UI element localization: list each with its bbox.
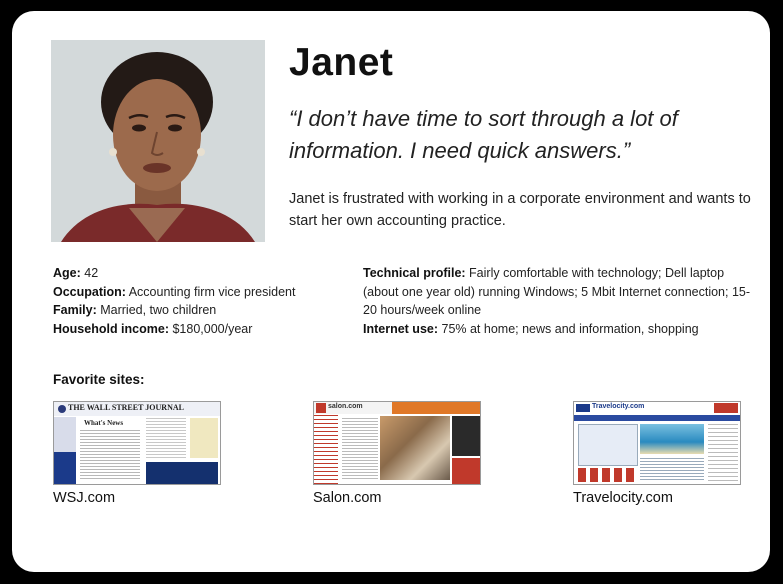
persona-card bbox=[12, 11, 770, 572]
favorite-site-salon bbox=[313, 401, 481, 506]
globe-icon bbox=[58, 405, 66, 413]
site-masthead: Travelocity.com bbox=[592, 403, 645, 410]
favorite-sites-heading: Favorite sites: bbox=[53, 372, 145, 387]
site-banner bbox=[146, 462, 218, 484]
persona-details-right bbox=[363, 264, 753, 338]
detail-label: Internet use: bbox=[363, 321, 439, 336]
site-ad bbox=[452, 416, 480, 456]
site-sidebar-block bbox=[54, 452, 76, 484]
site-ad bbox=[452, 458, 480, 484]
site-label-travelocity: Travelocity.com bbox=[573, 490, 673, 506]
detail-internet-use bbox=[363, 320, 753, 339]
detail-label: Family: bbox=[53, 303, 97, 317]
site-text-column bbox=[640, 458, 704, 482]
site-ad-badge bbox=[714, 403, 738, 413]
detail-technical-profile bbox=[363, 264, 753, 320]
detail-occupation bbox=[53, 283, 353, 302]
logo-icon bbox=[316, 403, 326, 413]
site-ad bbox=[190, 418, 218, 458]
site-thumbnail-wsj bbox=[53, 401, 221, 485]
detail-age bbox=[53, 264, 353, 283]
site-masthead: salon.com bbox=[328, 403, 363, 410]
site-nav bbox=[314, 415, 338, 484]
detail-value: Fairly comfortable with technology; Dell laptop (about one year old) running Windows; 5 Mbit Internet connection; 15-20 hours/week online bbox=[363, 266, 751, 317]
persona-photo bbox=[51, 40, 265, 242]
persona-name: Janet bbox=[289, 41, 394, 84]
detail-value: Accounting firm vice president bbox=[125, 284, 296, 299]
site-ad-banner bbox=[392, 402, 480, 414]
detail-family bbox=[53, 301, 353, 320]
detail-value: 42 bbox=[80, 266, 99, 280]
detail-label: Age: bbox=[53, 266, 81, 280]
persona-quote: “I don’t have time to sort through a lot of information. I need quick answers.” bbox=[289, 106, 678, 163]
site-masthead: THE WALL STREET JOURNAL bbox=[68, 403, 184, 412]
site-thumbnail-travelocity bbox=[573, 401, 741, 485]
site-thumbnail-salon bbox=[313, 401, 481, 485]
site-text-column bbox=[80, 430, 140, 480]
detail-value: Married, two children bbox=[96, 303, 217, 317]
detail-label: Technical profile: bbox=[363, 266, 466, 280]
site-text-column bbox=[146, 418, 186, 458]
detail-label: Household income: bbox=[53, 321, 169, 336]
portrait-image bbox=[51, 40, 265, 242]
site-label-salon: Salon.com bbox=[313, 490, 382, 506]
detail-value: 75% at home; news and information, shopping bbox=[438, 321, 699, 336]
favorite-site-wsj bbox=[53, 401, 221, 506]
site-text-column bbox=[342, 418, 378, 480]
site-text-column bbox=[708, 424, 738, 482]
persona-description: Janet is frustrated with working in a corporate environment and wants to start her own accounting practice. bbox=[289, 191, 751, 229]
site-search-box bbox=[578, 424, 638, 466]
site-nav bbox=[574, 415, 740, 421]
site-photo bbox=[380, 416, 450, 480]
detail-income bbox=[53, 320, 353, 339]
persona-details-left bbox=[53, 264, 353, 338]
site-photo bbox=[640, 424, 704, 454]
site-headline: What's News bbox=[84, 419, 124, 427]
logo-icon bbox=[576, 404, 590, 412]
detail-value: $180,000/year bbox=[168, 321, 253, 336]
site-links bbox=[578, 468, 636, 482]
favorite-site-travelocity bbox=[573, 401, 741, 506]
site-label-wsj: WSJ.com bbox=[53, 490, 116, 506]
detail-label: Occupation: bbox=[53, 284, 126, 299]
